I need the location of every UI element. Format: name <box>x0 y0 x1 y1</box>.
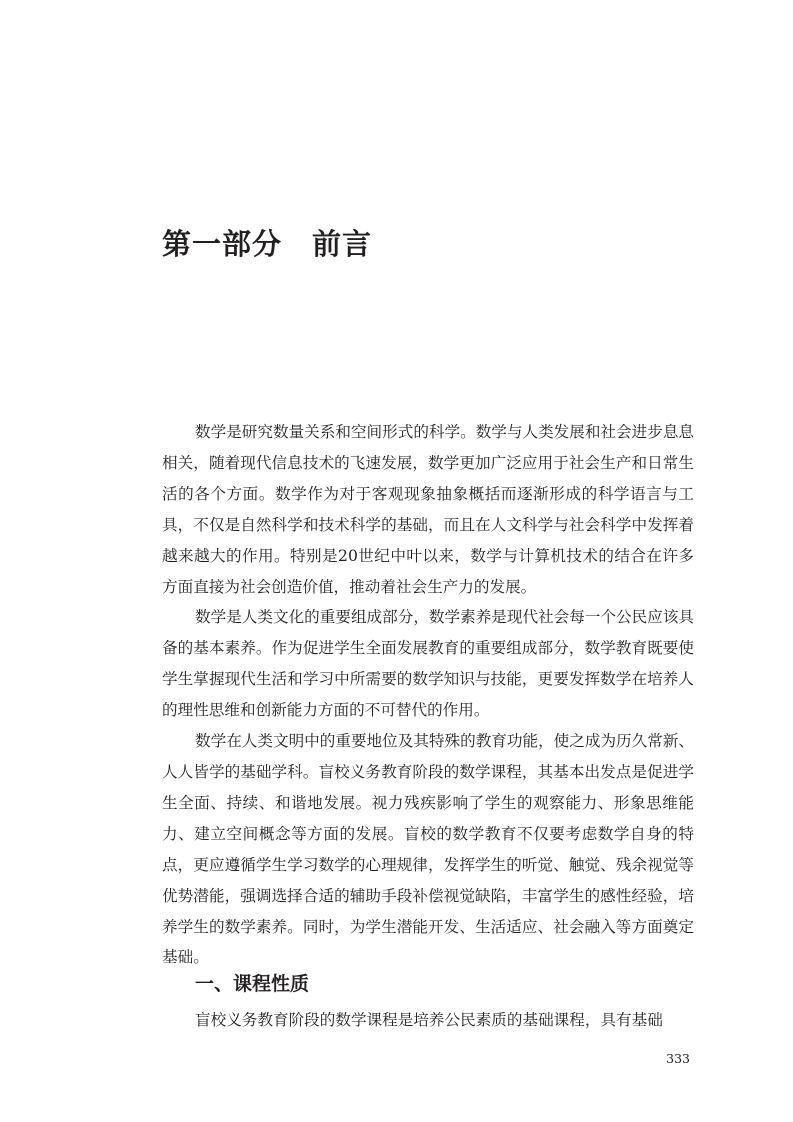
section-heading: 一、课程性质 <box>195 973 310 995</box>
paragraph-3: 数学在人类文明中的重要地位及其特殊的教育功能，使之成为历久常新、人人皆学的基础学科。盲校义务教育阶段的数学课程，其基本出发点是促进学生全面、持续、和谐地发展。视力残疾影响了学生的观察能力、形象思维能力、建立空间概念等方面的发展。盲校的数学教育不仅要考虑数学自身的特点，更应遵循学生学习数学的心理规律，发挥学生的听觉、触觉、残余视觉等优势潜能，强调选择合适的辅助手段补偿视觉缺陷，丰富学生的感性经验，培养学生的数学素养。同时，为学生潜能开发、生活适应、社会融入等方面奠定基础。 <box>162 732 695 967</box>
section-paragraph: 盲校义务教育阶段的数学课程是培养公民素质的基础课程，具有基础 <box>195 1011 663 1029</box>
preface-body <box>162 417 694 973</box>
paragraph-2: 数学是人类文化的重要组成部分，数学素养是现代社会每一个公民应该具备的基本素养。作为促进学生全面发展教育的重要组成部分，数学教育既要使学生掌握现代生活和学习中所需要的数学知识与技能，更要发挥数学在培养人的理性思维和创新能力方面的不可替代的作用。 <box>162 608 695 720</box>
page-number: 333 <box>666 1051 690 1066</box>
paragraph-1: 数学是研究数量关系和空间形式的科学。数学与人类发展和社会进步息息相关，随着现代信息技术的飞速发展，数学更加广泛应用于社会生产和日常生活的各个方面。数学作为对于客观现象抽象概括而逐渐形成的科学语言与工具，不仅是自然科学和技术科学的基础，而且在人文科学与社会科学中发挥着越来越大的作用。特别是20世纪中叶以来，数学与计算机技术的结合在许多方面直接为社会创造价值，推动着社会生产力的发展。 <box>162 423 695 596</box>
part-title: 第一部分 前言 <box>162 227 373 261</box>
